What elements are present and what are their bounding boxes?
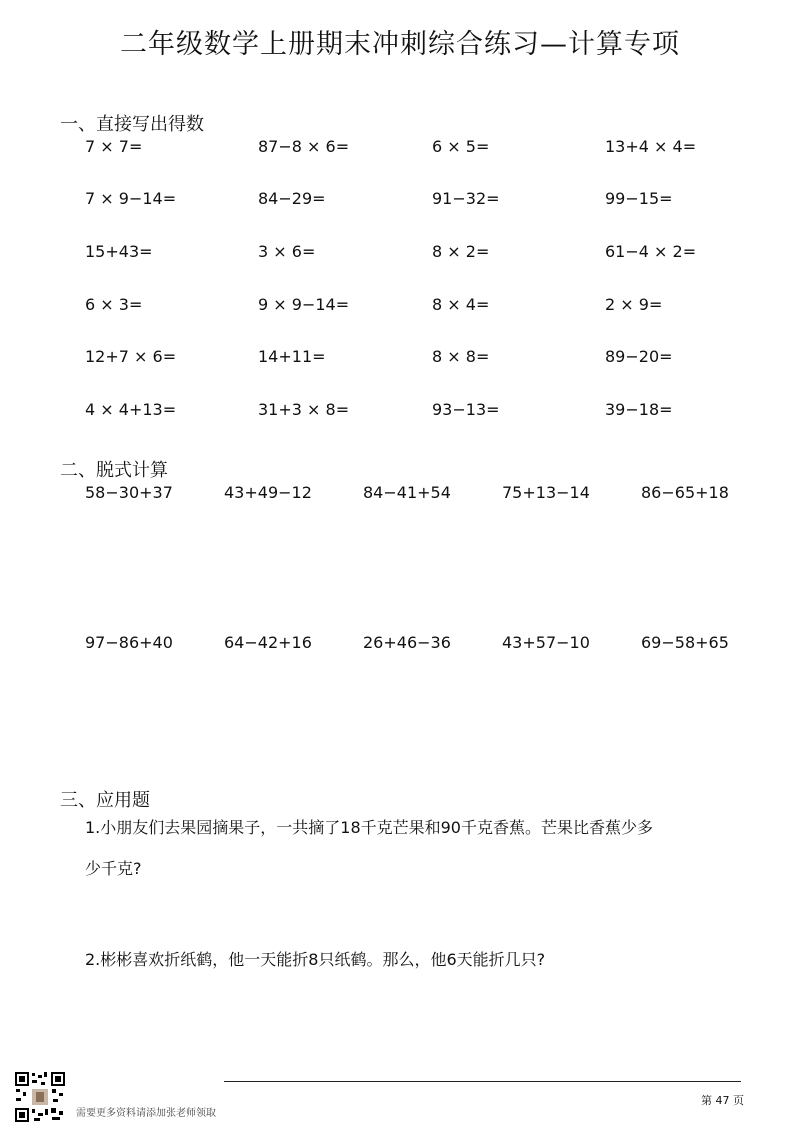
math-expression: 15+43= xyxy=(85,242,153,261)
page-number: 第 47 页 xyxy=(701,1094,744,1107)
math-expression: 7 × 9−14= xyxy=(85,189,177,208)
math-expression: 99−15= xyxy=(605,189,673,208)
section-1-heading: 一、直接写出得数 xyxy=(60,114,204,135)
math-expression: 9 × 9−14= xyxy=(258,295,350,314)
math-expression: 8 × 4= xyxy=(432,295,490,314)
math-expression: 8 × 8= xyxy=(432,347,490,366)
math-expression: 97−86+40 xyxy=(85,633,173,652)
math-expression: 87−8 × 6= xyxy=(258,137,350,156)
math-expression: 8 × 2= xyxy=(432,242,490,261)
math-expression: 7 × 7= xyxy=(85,137,143,156)
math-expression: 13+4 × 4= xyxy=(605,137,697,156)
math-expression: 6 × 5= xyxy=(432,137,490,156)
math-expression: 12+7 × 6= xyxy=(85,347,177,366)
section-2-heading: 二、脱式计算 xyxy=(60,460,168,481)
section-3-heading: 三、应用题 xyxy=(60,790,150,811)
math-expression: 75+13−14 xyxy=(502,483,590,502)
qr-caption: 需要更多资料请添加张老师领取 xyxy=(76,1108,216,1119)
word-problem-2: 2.彬彬喜欢折纸鹤，他一天能折8只纸鹤。那么，他6天能折几只? xyxy=(85,950,546,969)
math-expression: 39−18= xyxy=(605,400,673,419)
footer-divider xyxy=(224,1081,741,1082)
math-expression: 89−20= xyxy=(605,347,673,366)
math-expression: 43+49−12 xyxy=(224,483,312,502)
math-expression: 86−65+18 xyxy=(641,483,729,502)
math-expression: 2 × 9= xyxy=(605,295,663,314)
math-expression: 4 × 4+13= xyxy=(85,400,177,419)
math-expression: 26+46−36 xyxy=(363,633,451,652)
math-expression: 64−42+16 xyxy=(224,633,312,652)
math-expression: 91−32= xyxy=(432,189,500,208)
word-problem-1-line-2: 少千克? xyxy=(85,859,142,878)
word-problem-1-line-1: 1.小朋友们去果园摘果子，一共摘了18千克芒果和90千克香蕉。芒果比香蕉少多 xyxy=(85,818,653,837)
page-title: 二年级数学上册期末冲刺综合练习—计算专项 xyxy=(120,29,680,60)
math-expression: 31+3 × 8= xyxy=(258,400,350,419)
qr-code-image xyxy=(14,1071,66,1123)
math-expression: 84−41+54 xyxy=(363,483,451,502)
math-expression: 43+57−10 xyxy=(502,633,590,652)
math-expression: 61−4 × 2= xyxy=(605,242,697,261)
math-expression: 69−58+65 xyxy=(641,633,729,652)
math-expression: 58−30+37 xyxy=(85,483,173,502)
math-expression: 93−13= xyxy=(432,400,500,419)
math-expression: 3 × 6= xyxy=(258,242,316,261)
math-expression: 6 × 3= xyxy=(85,295,143,314)
math-expression: 14+11= xyxy=(258,347,326,366)
math-expression: 84−29= xyxy=(258,189,326,208)
